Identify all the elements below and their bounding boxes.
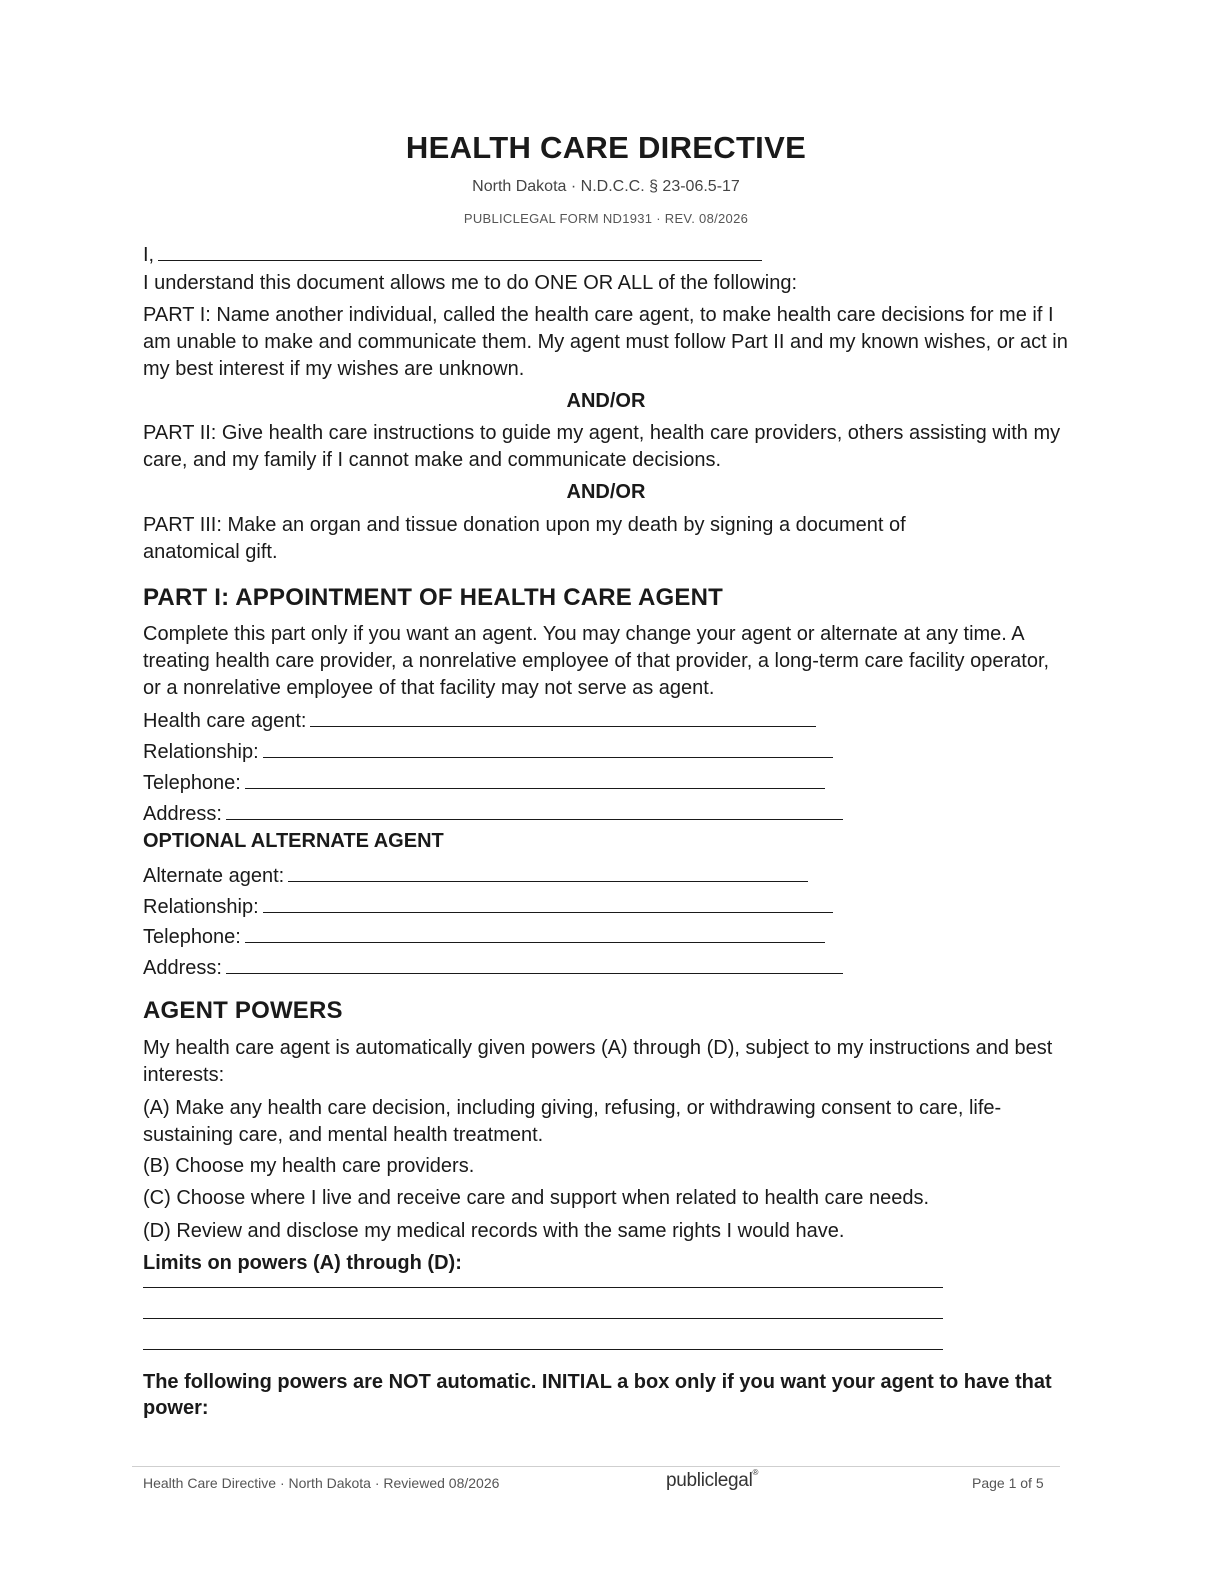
agent-telephone-label: Telephone: bbox=[143, 772, 241, 794]
part2-summary: PART II: Give health care instructions to guide my agent, health care providers, others assisting with my care, and my family if I cannot make and communicate decisions. bbox=[143, 422, 1061, 471]
alternate-relationship-row bbox=[143, 892, 833, 921]
alternate-address-row bbox=[143, 953, 843, 982]
power-b: (B) Choose my health care providers. bbox=[143, 1155, 475, 1177]
agent-relationship-field[interactable] bbox=[263, 737, 833, 758]
and-or-2: AND/OR bbox=[566, 481, 646, 503]
alternate-name-label: Alternate agent: bbox=[143, 865, 285, 887]
power-a: (A) Make any health care decision, including giving, refusing, or withdrawing consent to care, life-sustaining care, and mental health treatment. bbox=[143, 1097, 1002, 1146]
power-d: (D) Review and disclose my medical records with the same rights I would have. bbox=[143, 1220, 845, 1242]
alternate-telephone-row bbox=[143, 922, 825, 951]
limits-line-1[interactable] bbox=[143, 1287, 943, 1288]
alternate-name-field[interactable] bbox=[288, 861, 808, 882]
page-number: Page 1 of 5 bbox=[972, 1475, 1044, 1491]
alternate-relationship-field[interactable] bbox=[263, 892, 833, 913]
alternate-agent-heading: OPTIONAL ALTERNATE AGENT bbox=[143, 830, 444, 852]
part1-instructions: Complete this part only if you want an agent. You may change your agent or alternate at any time. A treating health care provider, a nonrelative employee of that provider, a long-term care facility operator, or a nonrelative employee of that facility may not serve as agent. bbox=[143, 623, 1050, 699]
agent-powers-heading: AGENT POWERS bbox=[143, 997, 343, 1024]
agent-telephone-field[interactable] bbox=[245, 768, 825, 789]
agent-telephone-row bbox=[143, 768, 825, 797]
agent-address-field[interactable] bbox=[226, 799, 843, 820]
part3-summary: PART III: Make an organ and tissue donation upon my death by signing a document of anatomical gift. bbox=[143, 514, 906, 563]
alternate-address-field[interactable] bbox=[226, 953, 843, 974]
agent-relationship-label: Relationship: bbox=[143, 741, 259, 763]
declarant-name-field[interactable] bbox=[158, 240, 762, 261]
part1-heading: PART I: APPOINTMENT OF HEALTH CARE AGENT bbox=[143, 584, 723, 611]
footer-document-info: Health Care Directive · North Dakota · Reviewed 08/2026 bbox=[143, 1475, 500, 1491]
agent-relationship-row bbox=[143, 737, 833, 766]
alternate-telephone-field[interactable] bbox=[245, 922, 825, 943]
limits-line-3[interactable] bbox=[143, 1349, 943, 1350]
and-or-1: AND/OR bbox=[566, 390, 646, 412]
footer-divider bbox=[132, 1466, 1060, 1467]
publiclegal-logo bbox=[666, 1470, 758, 1492]
agent-address-label: Address: bbox=[143, 803, 222, 825]
agent-name-row bbox=[143, 706, 816, 735]
alternate-relationship-label: Relationship: bbox=[143, 896, 259, 918]
logo-mark: ® bbox=[752, 1468, 759, 1477]
alternate-telephone-label: Telephone: bbox=[143, 926, 241, 948]
agent-name-label: Health care agent: bbox=[143, 710, 307, 732]
alternate-name-row bbox=[143, 861, 808, 890]
agent-name-field[interactable] bbox=[310, 706, 816, 727]
part1-summary: PART I: Name another individual, called the health care agent, to make health care decisions for me if I am unable to make and communicate them. My agent must follow Part II and my known wishes, or act in my best interest if my wishes are unknown. bbox=[143, 304, 1068, 380]
document-title: HEALTH CARE DIRECTIVE bbox=[405, 130, 807, 165]
form-id: PUBLICLEGAL FORM ND1931 · REV. 08/2026 bbox=[463, 211, 749, 226]
agent-address-row bbox=[143, 799, 843, 828]
non-automatic-powers-note: The following powers are NOT automatic. INITIAL a box only if you want your agent to have that power: bbox=[143, 1371, 1052, 1419]
powers-intro: My health care agent is automatically given powers (A) through (D), subject to my instructions and best interests: bbox=[143, 1037, 1053, 1086]
understand-text: I understand this document allows me to do ONE OR ALL of the following: bbox=[143, 272, 798, 294]
declarant-prefix: I, bbox=[143, 244, 155, 266]
logo-text: publiclegal bbox=[666, 1470, 753, 1491]
limits-label: Limits on powers (A) through (D): bbox=[143, 1252, 462, 1274]
power-c: (C) Choose where I live and receive care and support when related to health care needs. bbox=[143, 1187, 930, 1209]
statute-subtitle: North Dakota · N.D.C.C. § 23-06.5-17 bbox=[472, 178, 740, 195]
limits-line-2[interactable] bbox=[143, 1318, 943, 1319]
declarant-line bbox=[143, 240, 762, 269]
alternate-address-label: Address: bbox=[143, 957, 222, 979]
